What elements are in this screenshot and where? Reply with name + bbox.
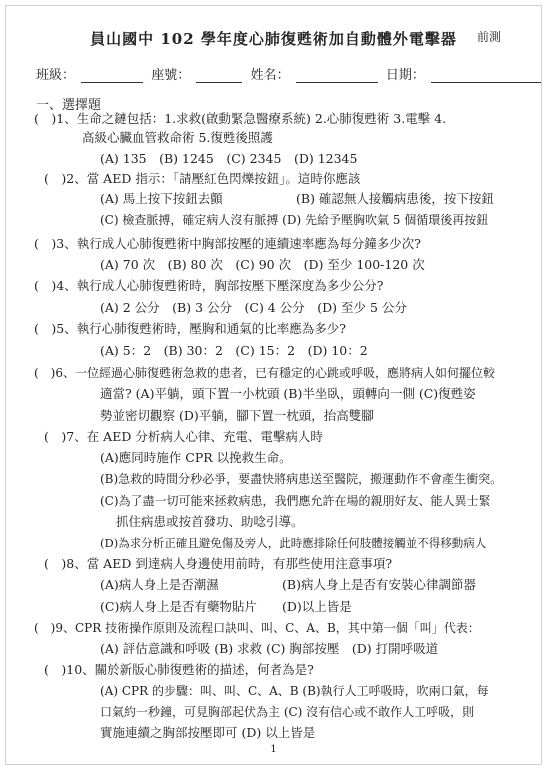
page-title: 員山國中 102 學年度心肺復甦術加自動體外電擊器 <box>90 30 457 48</box>
class-field[interactable] <box>81 68 143 83</box>
question-6-line-3: 勢並密切觀察 (D)平躺，腳下置一枕頭，抬高雙腳 <box>100 408 374 423</box>
question-3: ( )3、執行成人心肺復甦術中胸部按壓的連續速率應為每分鐘多少次? <box>34 236 421 251</box>
date-label: 日期： <box>385 68 425 83</box>
question-1-continued: 高級心臟血管救命術 5.復甦後照護 <box>82 130 273 145</box>
student-info-row <box>36 64 545 83</box>
question-10-line-3: 口氣約一秒鐘，可見胸部起伏為主 (C) 沒有信心或不敢作人工呼吸，則 <box>100 705 475 719</box>
question-1: ( )1、生命之鏈包括：1.求救(啟動緊急醫療系統) 2.心肺復甦術 3.電擊 4. <box>34 111 447 126</box>
question-7: ( )7、在 AED 分析病人心律、充電、電擊病人時 <box>44 429 323 444</box>
question-2-option-a: (A) 馬上按下按鈕去顫 <box>100 191 223 206</box>
page-number: 1 <box>270 744 277 755</box>
question-8-option-c: (C)病人身上是否有藥物貼片 <box>100 599 257 614</box>
question-2-option-b: (B) 確認無人接觸病患後，按下按鈕 <box>296 191 494 206</box>
seat-field[interactable] <box>196 68 242 83</box>
question-8: ( )8、當 AED 到達病人身邊使用前時，有那些使用注意事項? <box>44 556 393 571</box>
question-7-option-b: (B)急救的時間分秒必爭，要盡快將病患送至醫院，搬運動作不會產生衝突。 <box>100 472 503 486</box>
question-9-options: (A) 評估意識和呼吸 (B) 求救 (C) 胸部按壓 (D) 打開呼吸道 <box>100 641 439 656</box>
question-2: ( )2、當 AED 指示：「請壓紅色閃爍按鈕」。這時你應該 <box>44 171 361 186</box>
question-7-option-c: (C)為了盡一切可能來拯救病患，我們應允許在場的親朋好友、能人異士緊 <box>100 494 491 508</box>
question-10-line-2: (A) CPR 的步驟：叫、叫、C、A、B (B)執行人工呼吸時，吹兩口氣，每 <box>100 684 489 698</box>
seat-label: 座號： <box>151 68 191 83</box>
question-1-options: (A) 135 (B) 1245 (C) 2345 (D) 12345 <box>100 151 358 166</box>
question-4-options: (A) 2 公分 (B) 3 公分 (C) 4 公分 (D) 至少 5 公分 <box>100 300 407 315</box>
question-10: ( )10、關於新版心肺復甦術的描述，何者為是? <box>44 662 314 677</box>
name-label: 姓名： <box>250 68 290 83</box>
question-9: ( )9、CPR 技術操作原則及流程口訣叫、叫、C、A、B，其中第一個「叫」代表： <box>34 621 480 635</box>
question-5: ( )5、執行心肺復甦術時，壓胸和通氣的比率應為多少? <box>34 321 346 336</box>
question-4: ( )4、執行成人心肺復甦術時，胸部按壓下壓深度為多少公分? <box>34 278 384 293</box>
date-field[interactable] <box>431 68 541 83</box>
question-8-option-a: (A)病人身上是否潮濕 <box>100 577 219 592</box>
section-title: 一、選擇題 <box>36 98 102 113</box>
question-8-option-d: (D)以上皆是 <box>282 599 352 614</box>
question-7-option-d: (D)為求分析正確且避免傷及旁人，此時應排除任何肢體接觸並不得移動病人 <box>100 536 487 550</box>
question-6: ( )6、一位經過心肺復甦術急救的患者，已有穩定的心跳或呼吸，應將病人如何擺位較 <box>34 366 496 380</box>
question-6-line-2: 適當? (A)平躺，頭下置一小枕頭 (B)半坐臥，頭轉向一側 (C)復甦姿 <box>100 386 476 401</box>
name-field[interactable] <box>296 68 378 83</box>
question-2-option-cd: (C) 檢查脈搏，確定病人沒有脈搏 (D) 先給予壓胸吹氣 5 個循環後再按鈕 <box>100 213 489 227</box>
question-8-option-b: (B)病人身上是否有安裝心律調節器 <box>282 577 476 592</box>
test-type-label: 前測 <box>476 30 501 44</box>
question-10-line-4: 實施連續之胸部按壓即可 (D) 以上皆是 <box>100 725 316 740</box>
question-7-option-c-continued: 抓住病患或按首發功、助唸引導。 <box>116 514 304 529</box>
question-7-option-a: (A)應同時施作 CPR 以挽救生命。 <box>100 450 292 465</box>
question-3-options: (A) 70 次 (B) 80 次 (C) 90 次 (D) 至少 100-120 次 <box>100 257 425 272</box>
class-label: 班級： <box>36 68 76 83</box>
exam-page <box>5 5 542 765</box>
question-5-options: (A) 5：2 (B) 30：2 (C) 15：2 (D) 10：2 <box>100 343 368 358</box>
